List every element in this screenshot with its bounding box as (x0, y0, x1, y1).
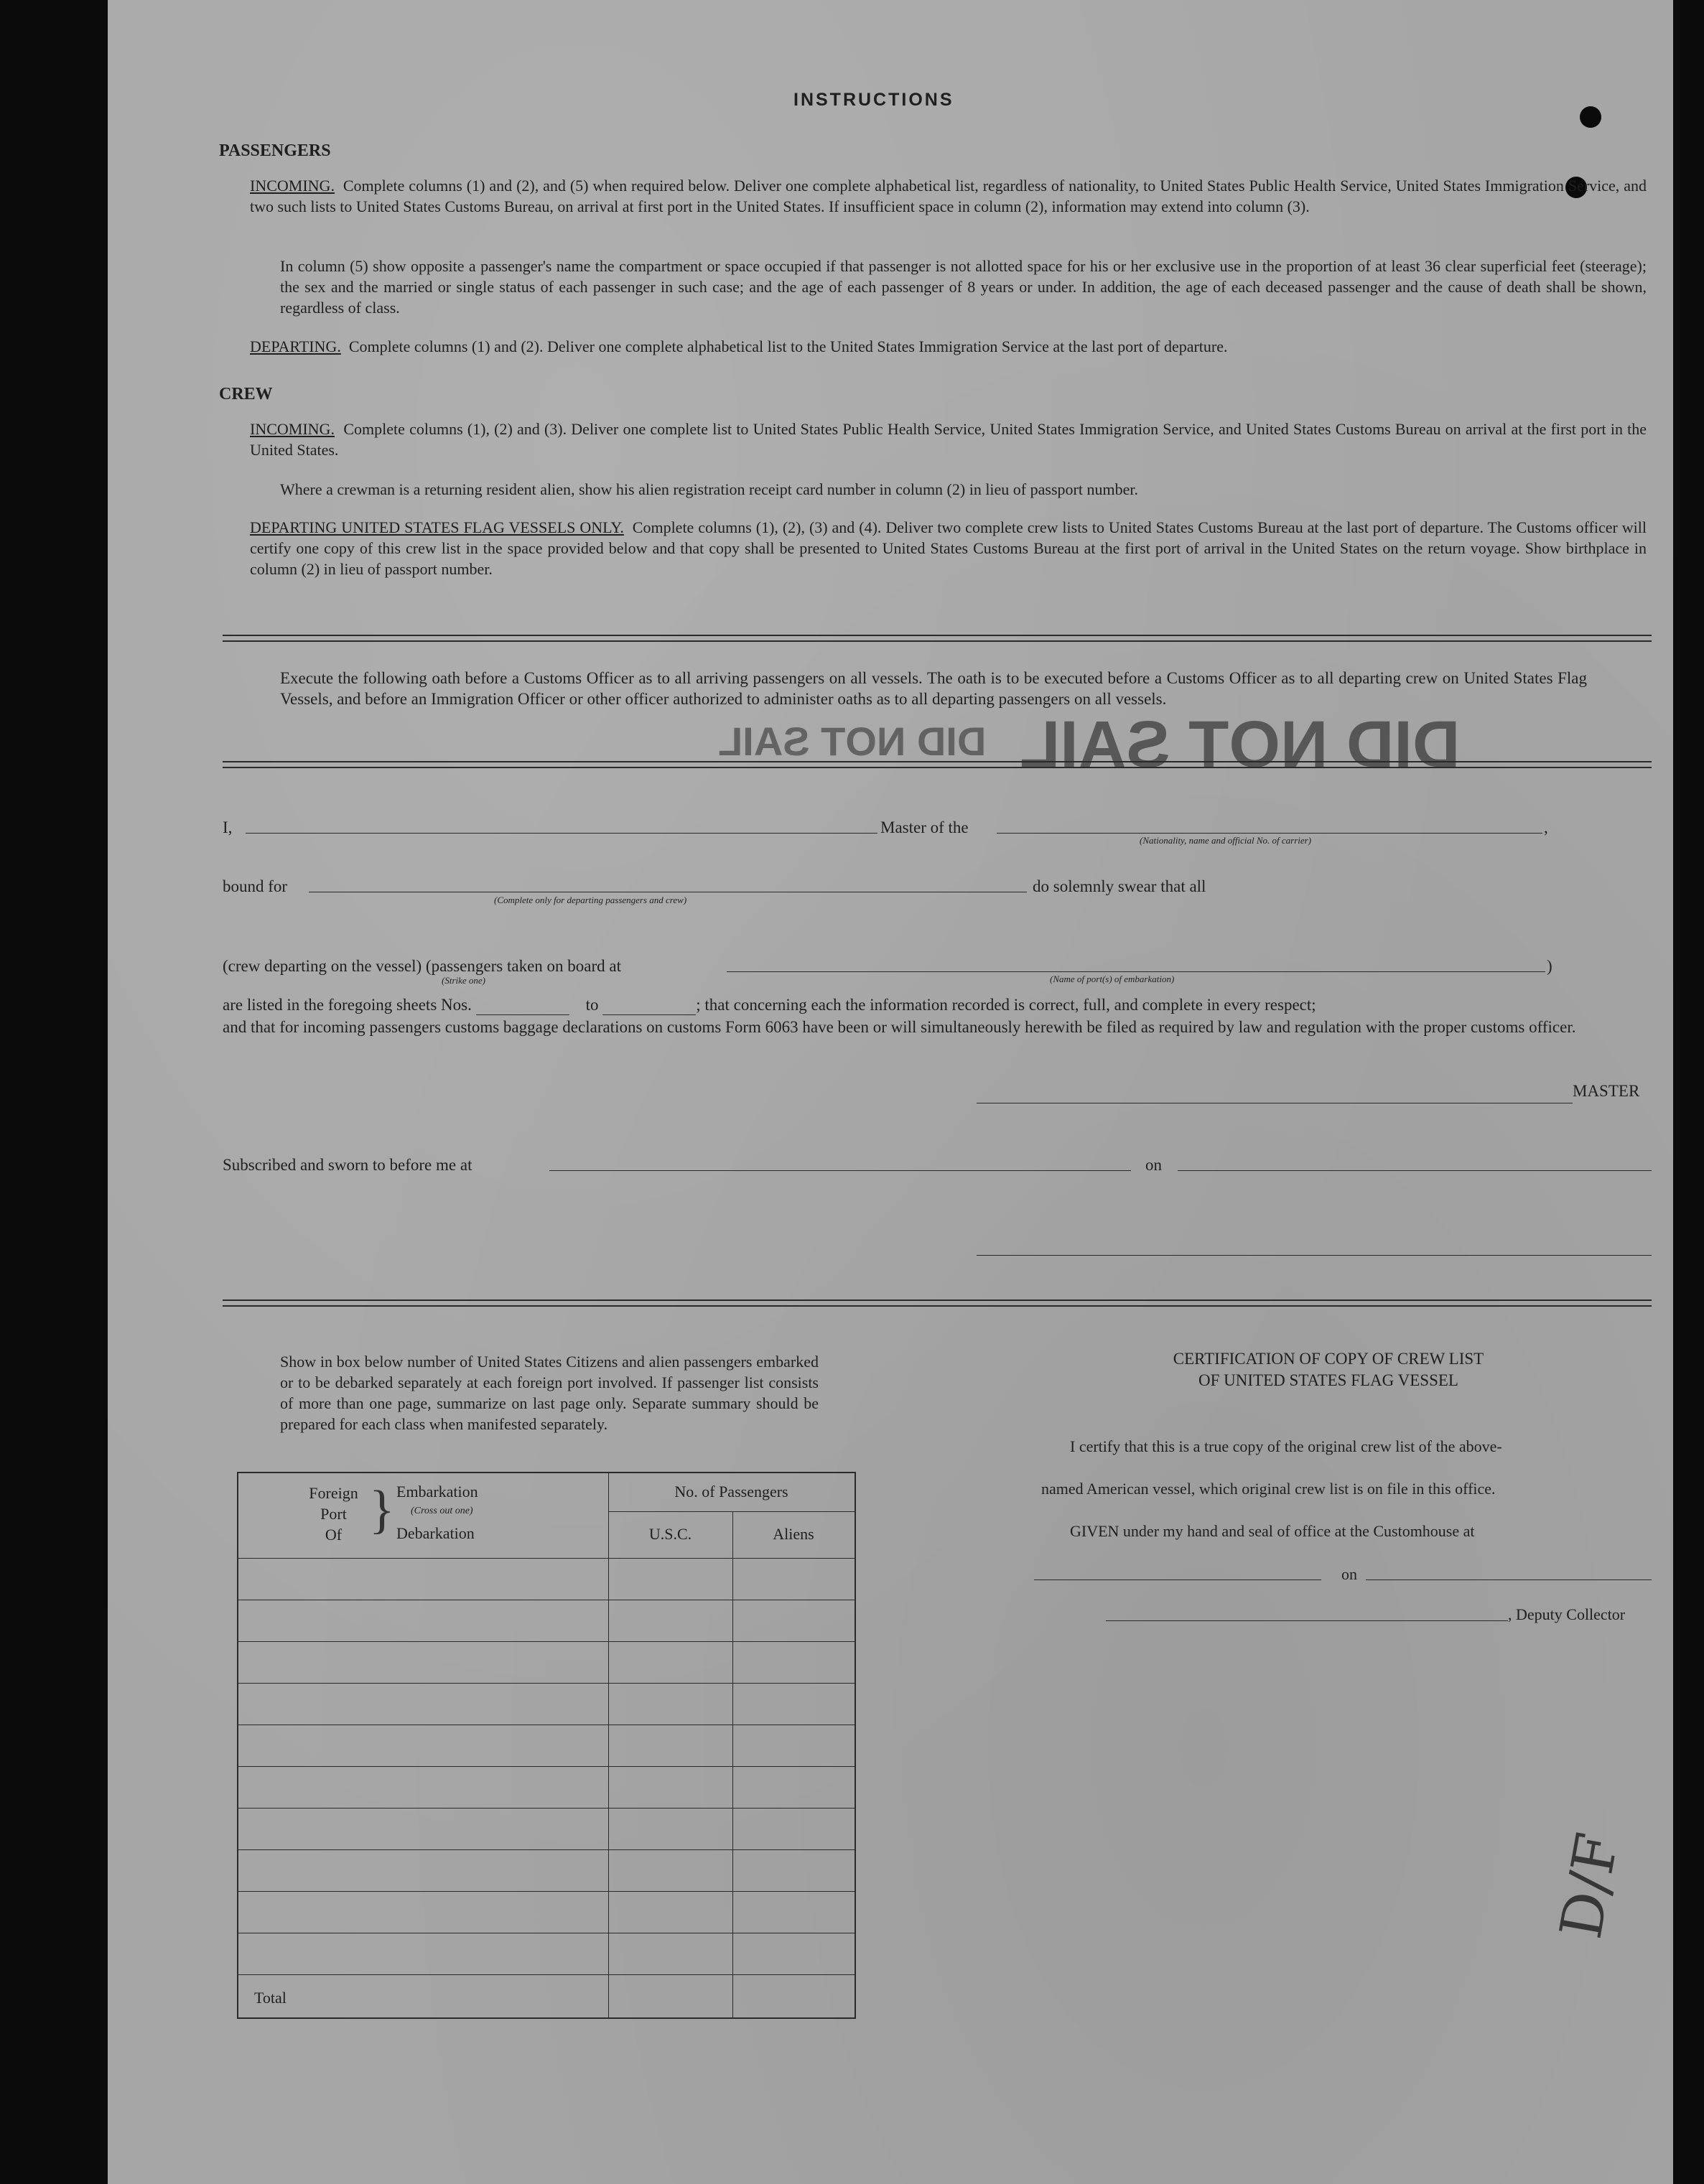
carrier-field[interactable] (997, 833, 1542, 834)
table-col-divider-1 (608, 1473, 609, 2017)
certification-given: GIVEN under my hand and seal of office at the Customhouse at (1070, 1522, 1475, 1540)
baggage-paragraph: and that for incoming passengers customs baggage declarations on customs Form 6063 have been or will simultaneously herewith be filed as required by law and regulation with the proper customs officer. (223, 1018, 1576, 1036)
table-row-line (238, 1641, 855, 1642)
did-not-sail-stamp-large: DID NOT SAIL (1020, 708, 1461, 781)
margin-note-handwritten: D/F (1547, 1828, 1631, 1943)
passengers-departing-text: Complete columns (1) and (2). Deliver one complete alphabetical list to the United States Immigration Service at the last port of departure. (348, 337, 1228, 355)
officer-signature-field[interactable] (977, 1255, 1652, 1256)
sheets-to-label: to (585, 996, 599, 1014)
header-usc: U.S.C. (648, 1525, 692, 1543)
sheets-line (223, 996, 1652, 1015)
foreign-line-3: Of (325, 1526, 343, 1544)
header-embarkation: Embarkation (396, 1483, 478, 1501)
subscribed-on-label: on (1145, 1156, 1162, 1174)
total-label: Total (254, 1989, 287, 2007)
passengers-departing-label: DEPARTING. (250, 337, 341, 355)
strike-one-caption: (Strike one) (442, 975, 486, 986)
foreign-line-2: Port (320, 1505, 347, 1523)
section-divider (223, 635, 1652, 642)
certification-text-2: named American vessel, which original crew list is on file in this office. (1041, 1480, 1496, 1498)
certification-date-field[interactable] (1366, 1579, 1652, 1580)
subscribed-label: Subscribed and sworn to before me at (223, 1156, 472, 1174)
customhouse-field[interactable] (1034, 1579, 1321, 1580)
subscribed-place-field[interactable] (549, 1170, 1131, 1171)
certification-title-2: OF UNITED STATES FLAG VESSEL (1198, 1371, 1458, 1389)
table-row-line (238, 1891, 855, 1892)
table-row-line (238, 1808, 855, 1809)
column5-paragraph: In column (5) show opposite a passenger's name the compartment or space occupied if that passenger is not allotted space for his or her exclusive use in the proportion of at least 36 clear superficial feet (steerage); the sex and the married or single status of each passenger in such case; and the age of each passenger of 8 years or under. In addition, the age of each deceased passenger and the cause of death shall be shown, regardless of class. (280, 257, 1647, 317)
sheets-rest: ; that concerning each the information recorded is correct, full, and complete in every respect; (696, 996, 1316, 1014)
master-label: MASTER (1573, 1082, 1640, 1100)
passenger-summary-table (237, 1472, 856, 2019)
header-aliens: Aliens (773, 1525, 814, 1543)
certification-text-1: I certify that this is a true copy of the original crew list of the above- (1070, 1437, 1502, 1455)
oath-divider (223, 761, 1652, 768)
crew-departing-label: DEPARTING UNITED STATES FLAG VESSELS ONLY. (250, 518, 624, 536)
master-name-field[interactable] (246, 833, 877, 834)
oath-intro: Execute the following oath before a Customs Officer as to all arriving passengers on all vessels. The oath is to be executed before a Customs Officer as to all departing crew on United States Flag Vessels, and before an Immigration Officer or other officer authorized to administer oaths as to all departing passengers on all vessels. (280, 669, 1587, 708)
crew-resident-paragraph: Where a crewman is a returning resident alien, show his alien registration receipt card number in column (2) in lieu of passport number. (280, 480, 1138, 498)
passengers-departing-paragraph (250, 336, 1647, 357)
header-cross-out: (Cross out one) (411, 1506, 473, 1516)
table-row-line (238, 1766, 855, 1767)
oath-i-label: I, (223, 818, 233, 836)
subscribed-date-field[interactable] (1178, 1170, 1652, 1171)
crew-heading: CREW (219, 385, 273, 403)
table-row-line (238, 1683, 855, 1684)
sheet-to-field[interactable] (602, 996, 696, 1015)
swear-label: do solemnly swear that all (1033, 877, 1206, 895)
brace-icon: } (369, 1480, 395, 1539)
embarkation-port-field[interactable] (727, 971, 1545, 972)
certification-on-label: on (1341, 1565, 1357, 1583)
summary-divider (223, 1299, 1652, 1307)
passengers-incoming-label: INCOMING. (250, 177, 335, 195)
certification-title-1: CERTIFICATION OF COPY OF CREW LIST (1173, 1350, 1484, 1368)
header-debarkation: Debarkation (396, 1524, 475, 1542)
crew-incoming-label: INCOMING. (250, 420, 335, 438)
header-foreign-port (299, 1483, 368, 1545)
passengers-incoming-text: Complete columns (1) and (2), and (5) when required below. Deliver one complete alphabetical list, regardless of nationality, to United States Public Health Service, United States Immigration Service, and two such lists to United States Customs Bureau, on arrival at first port in the United States. If insufficient space in column (2), information may extend into column (3). (250, 177, 1647, 215)
passengers-incoming-paragraph (250, 175, 1647, 217)
carrier-trailing-comma: , (1544, 818, 1548, 836)
punch-hole-top (1580, 106, 1601, 128)
table-row-line (238, 1974, 855, 1975)
foreign-line-1: Foreign (309, 1484, 358, 1502)
passengers-heading: PASSENGERS (219, 141, 331, 160)
crew-departing-text: Complete columns (1), (2), (3) and (4). Deliver two complete crew lists to United States Customs Bureau at the last port of departure. The Customs officer will certify one copy of this crew list in the space provided below and that copy shall be presented to United States Customs Bureau at the first port of arrival in the United States on the return voyage. Show birthplace in column (2) in lieu of passport number. (250, 518, 1647, 578)
port-caption: (Name of port(s) of embarkation) (1050, 974, 1175, 984)
table-col-divider-2 (732, 1511, 733, 2017)
deputy-collector-label: , Deputy Collector (1508, 1605, 1626, 1623)
master-of-label: Master of the (880, 818, 969, 836)
table-subheader-line (608, 1511, 855, 1512)
crew-incoming-text: Complete columns (1), (2) and (3). Deliver one complete list to United States Public Health Service, United States Immigration Service, and United States Customs Bureau on arrival at the first port in the United States. (250, 420, 1647, 459)
carrier-caption: (Nationality, name and official No. of carrier) (1140, 835, 1312, 846)
bound-for-label: bound for (223, 877, 288, 895)
form-page (108, 0, 1673, 2184)
bound-caption: (Complete only for departing passengers and crew) (494, 895, 687, 905)
page-title: INSTRUCTIONS (793, 90, 954, 110)
sheet-from-field[interactable] (476, 996, 569, 1015)
sheets-label: are listed in the foregoing sheets Nos. (223, 996, 472, 1014)
crew-incoming-paragraph (250, 419, 1647, 460)
table-row-line (238, 1849, 855, 1850)
deputy-collector-signature-field[interactable] (1106, 1620, 1508, 1621)
crew-departing-paragraph (250, 517, 1647, 579)
did-not-sail-stamp: DID NOT SAIL (718, 719, 987, 764)
crew-departing-line-label: (crew departing on the vessel) (passengers taken on board at (223, 957, 621, 975)
table-header-line (238, 1558, 855, 1559)
close-paren: ) (1547, 957, 1552, 975)
summary-instructions: Show in box below number of United States Citizens and alien passengers embarked or to be debarked separately at each foreign port involved. If passenger list consists of more than one page, summarize on last page only. Separate summary should be prepared for each class when manifested separately. (280, 1353, 819, 1433)
header-no-passengers: No. of Passengers (674, 1483, 788, 1501)
